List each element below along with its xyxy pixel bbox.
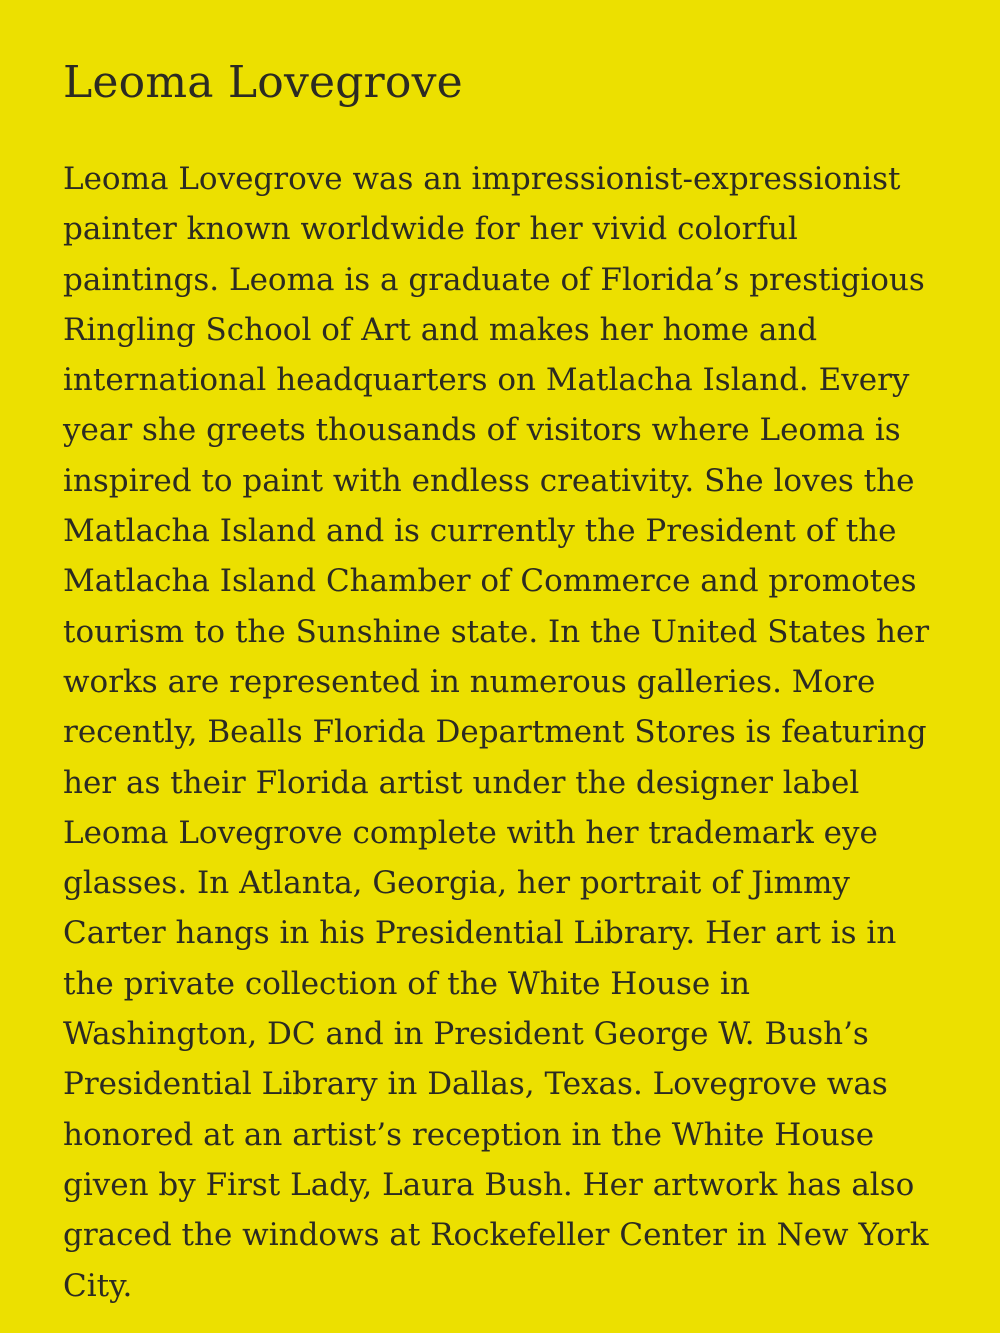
bio-line: paintings. Leoma is a graduate of Florida’s prestigious <box>63 261 925 298</box>
bio-line: painter known worldwide for her vivid colorful <box>63 211 798 248</box>
bio-line: Washington, DC and in President George W. Bush’s <box>63 1016 869 1053</box>
bio-line: Matlacha Island Chamber of Commerce and promotes <box>63 563 917 600</box>
bio-line: Ringling School of Art and makes her home and <box>63 311 818 348</box>
bio-line: Presidential Library in Dallas, Texas. Lovegrove was <box>63 1066 888 1103</box>
bio-line: tourism to the Sunshine state. In the United States her <box>63 613 930 650</box>
bio-line: Carter hangs in his Presidential Library. Her art is in <box>63 915 897 952</box>
bio-line: honored at an artist’s reception in the White House <box>63 1116 875 1153</box>
bio-line: international headquarters on Matlacha Island. Every <box>63 362 910 399</box>
bio-line: her as their Florida artist under the designer label <box>63 764 860 801</box>
bio-line: works are represented in numerous galleries. More <box>63 663 876 700</box>
bio-line: glasses. In Atlanta, Georgia, her portrait of Jimmy <box>63 865 850 902</box>
bio-line: given by First Lady, Laura Bush. Her artwork has also <box>63 1166 915 1203</box>
bio-paragraph <box>63 154 940 1311</box>
bio-line: recently, Bealls Florida Department Stores is featuring <box>63 714 927 751</box>
bio-line: the private collection of the White House in <box>63 965 750 1002</box>
bio-line: inspired to paint with endless creativity. She loves the <box>63 462 915 499</box>
bio-line: Matlacha Island and is currently the President of the <box>63 513 897 550</box>
bio-line: graced the windows at Rockefeller Center in New York <box>63 1217 929 1254</box>
page-title: Leoma Lovegrove <box>63 57 463 108</box>
bio-line: City. <box>63 1267 133 1304</box>
bio-line: Leoma Lovegrove complete with her trademark eye <box>63 814 878 851</box>
bio-line: Leoma Lovegrove was an impressionist-expressionist <box>63 161 901 197</box>
bio-line: year she greets thousands of visitors where Leoma is <box>63 412 901 449</box>
